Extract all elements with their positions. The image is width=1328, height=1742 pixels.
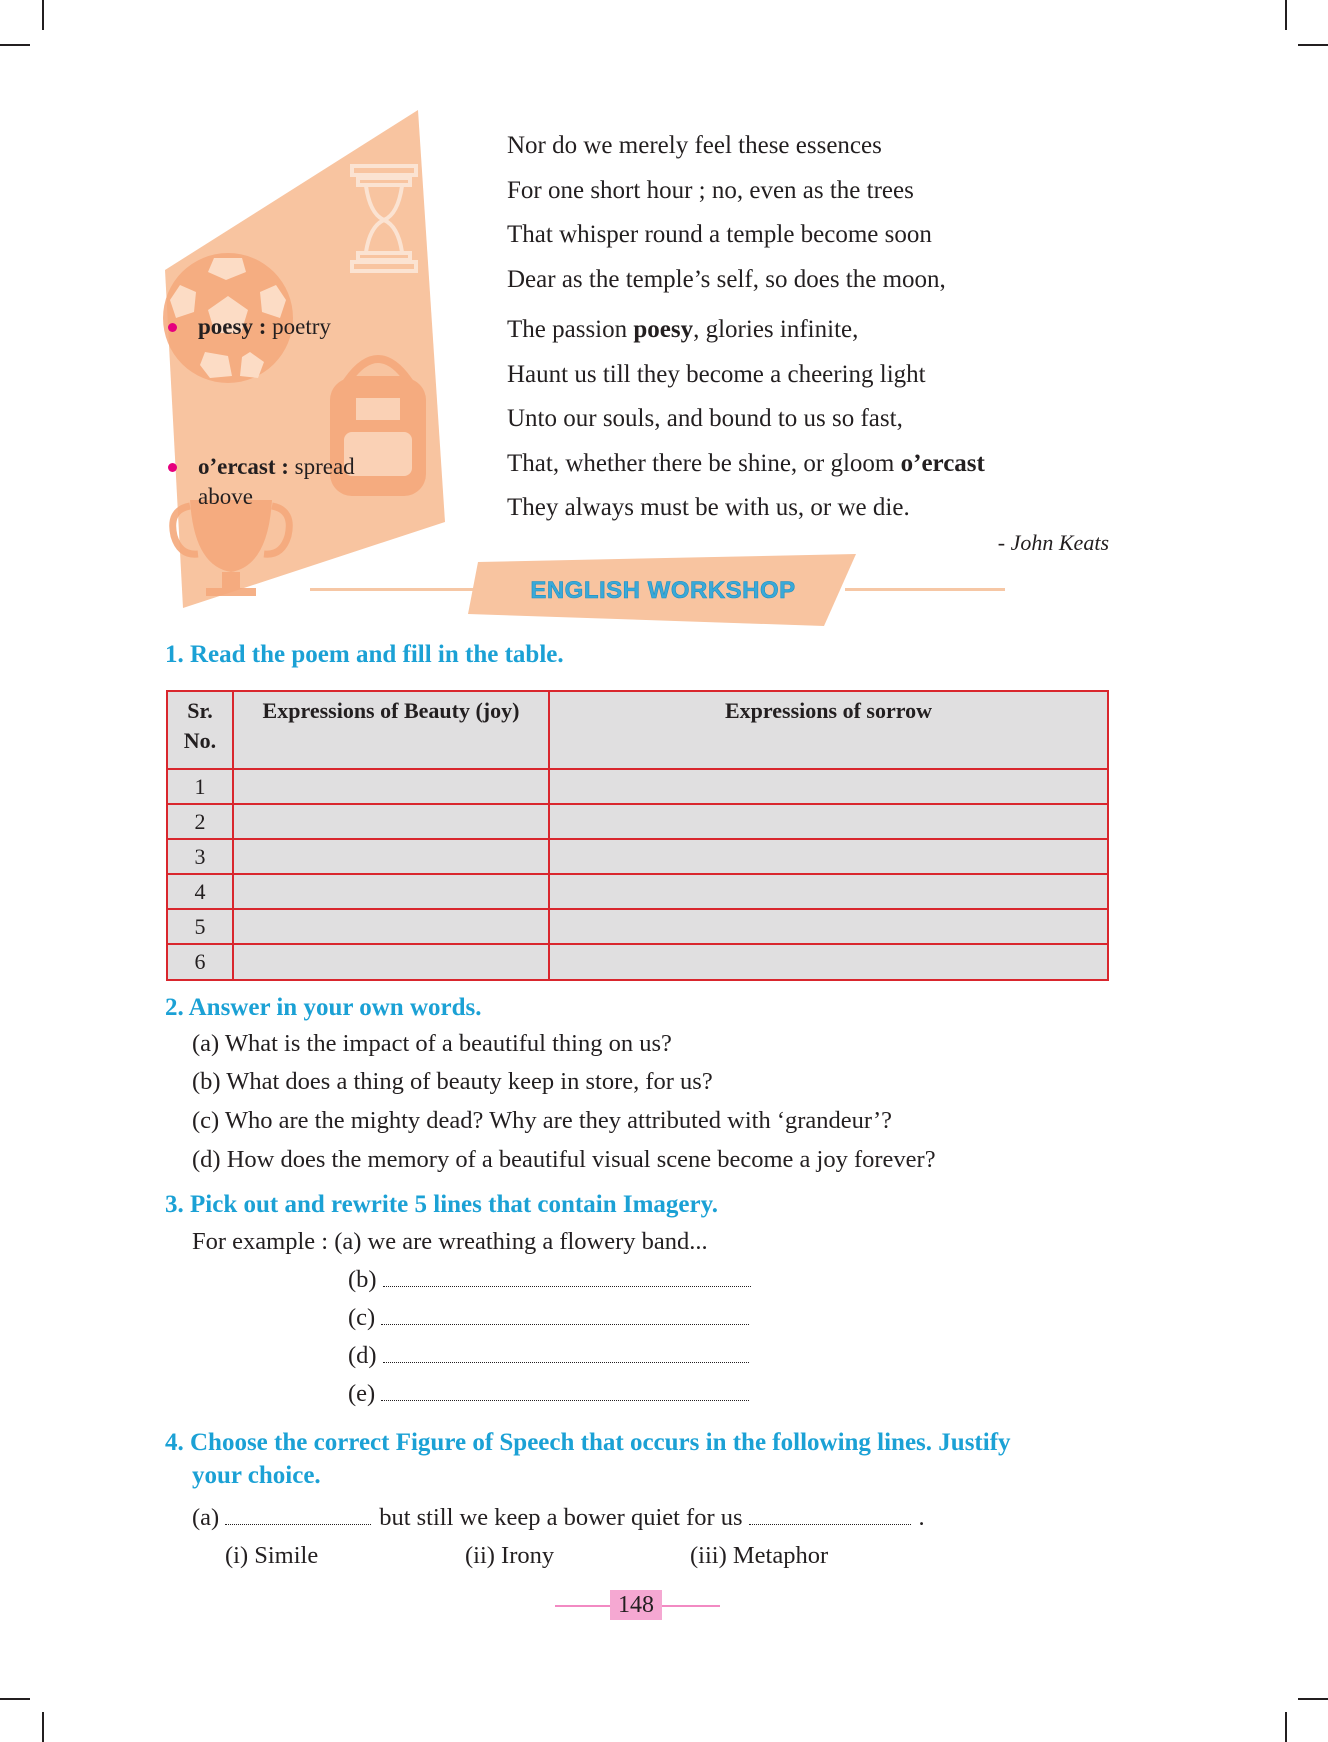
fill-in-table (166, 690, 1109, 981)
crop-mark (42, 1712, 44, 1742)
table-row (167, 874, 1108, 909)
poem-author: - John Keats (997, 530, 1109, 555)
crop-mark (1285, 0, 1287, 30)
poem-line: That whisper round a temple become soon (507, 221, 932, 248)
table-cell-blank[interactable] (549, 839, 1108, 874)
answer-blank[interactable] (381, 1399, 749, 1401)
crop-mark (1298, 44, 1328, 46)
table-cell-blank[interactable] (549, 874, 1108, 909)
poem-line: Dear as the temple’s self, so does the moon, (507, 265, 946, 293)
poem-text: The passion (507, 316, 634, 343)
q4-heading-line1: 4. Choose the correct Figure of Speech that occurs in the following lines. Justify (165, 1429, 1011, 1456)
bullet-icon (168, 323, 177, 332)
table-cell-blank[interactable] (549, 909, 1108, 944)
table-cell-blank[interactable] (549, 944, 1108, 980)
glossary-term: o’ercast : (198, 454, 289, 479)
table-cell-srno: 4 (167, 874, 233, 909)
table-cell-srno: 2 (167, 804, 233, 839)
poem-line: Nor do we merely feel these essences (507, 132, 882, 159)
q4-option: (ii) Irony (465, 1542, 555, 1569)
q1-heading: 1. Read the poem and fill in the table. (165, 641, 564, 668)
glossary-term: poesy : (198, 314, 267, 339)
table-cell-blank[interactable] (233, 804, 549, 839)
table-row (167, 944, 1108, 980)
q3-blank-line (348, 1380, 749, 1408)
poem-text: That, whether there be shine, or gloom (507, 449, 901, 477)
workshop-title: ENGLISH WORKSHOP (530, 577, 796, 604)
table-cell-blank[interactable] (549, 804, 1108, 839)
table-cell-srno: 3 (167, 839, 233, 874)
q4-option: (iii) Metaphor (690, 1542, 829, 1569)
table-cell-blank[interactable] (233, 909, 549, 944)
poem-bold-word: o’ercast (900, 449, 985, 477)
glossary-meaning-cont: above (198, 484, 253, 509)
poem-line: For one short hour ; no, even as the trees (507, 176, 914, 204)
q4-option: (i) Simile (225, 1542, 319, 1569)
table-row (167, 804, 1108, 839)
glossary-meaning: poetry (272, 314, 331, 339)
table-cell-blank[interactable] (233, 944, 549, 980)
side-panel-illustration (0, 0, 460, 620)
poem-line: Haunt us till they become a cheering light (507, 360, 926, 388)
table-row (167, 839, 1108, 874)
blank-label: (b) (348, 1266, 377, 1293)
poem-line (507, 442, 1107, 487)
q3-example: For example : (a) we are wreathing a flowery band... (192, 1228, 708, 1255)
bullet-icon (168, 463, 177, 472)
table-header-row (167, 691, 1108, 769)
blank-label: (c) (348, 1304, 376, 1331)
item-end: . (918, 1504, 925, 1531)
table-cell-blank[interactable] (233, 769, 549, 804)
answer-blank[interactable] (383, 1361, 749, 1363)
table-header-beauty: Expressions of Beauty (joy) (233, 691, 549, 769)
table-cell-blank[interactable] (233, 874, 549, 909)
q3-blank-line (348, 1266, 751, 1294)
q3-blank-line (348, 1342, 749, 1370)
q2-item: (a) What is the impact of a beautiful thing on us? (192, 1030, 672, 1057)
table-cell-srno: 6 (167, 944, 233, 980)
answer-blank[interactable] (749, 1523, 911, 1525)
answer-blank[interactable] (225, 1523, 371, 1525)
answer-blank[interactable] (383, 1285, 751, 1287)
q3-heading: 3. Pick out and rewrite 5 lines that contain Imagery. (165, 1191, 718, 1218)
table-cell-blank[interactable] (233, 839, 549, 874)
q4-heading-line2: your choice. (192, 1462, 321, 1489)
q2-item: (d) How does the memory of a beautiful visual scene become a joy forever? (192, 1146, 936, 1173)
crop-mark (1298, 1698, 1328, 1700)
poem-text: , glories infinite, (693, 316, 859, 343)
table-row (167, 909, 1108, 944)
q2-item: (b) What does a thing of beauty keep in store, for us? (192, 1068, 713, 1095)
table-cell-srno: 1 (167, 769, 233, 804)
q2-item: (c) Who are the mighty dead? Why are they attributed with ‘grandeur’? (192, 1107, 893, 1134)
crop-mark (0, 1698, 30, 1700)
poem (507, 124, 1107, 531)
poem-line (507, 308, 1107, 353)
answer-blank[interactable] (381, 1323, 749, 1325)
workshop-rule-left (310, 588, 480, 591)
q2-heading: 2. Answer in your own words. (165, 994, 482, 1021)
page-number: 148 (610, 1590, 662, 1620)
blank-label: (e) (348, 1380, 376, 1407)
glossary-meaning: spread (294, 454, 355, 479)
poem-line: They always must be with us, or we die. (507, 494, 910, 521)
table-header-srno: Sr. No. (167, 691, 233, 769)
glossary-item-poesy (198, 312, 331, 342)
crop-mark (1285, 1712, 1287, 1742)
item-text: but still we keep a bower quiet for us (379, 1504, 743, 1531)
table-header-sorrow: Expressions of sorrow (549, 691, 1108, 769)
table-row (167, 769, 1108, 804)
poem-line: Unto our souls, and bound to us so fast, (507, 405, 903, 432)
poem-bold-word: poesy (633, 316, 694, 343)
q4-item (192, 1504, 925, 1532)
blank-label: (d) (348, 1342, 377, 1369)
workshop-rule-right (845, 588, 1005, 591)
q3-blank-line (348, 1304, 749, 1332)
item-label: (a) (192, 1504, 220, 1531)
table-cell-srno: 5 (167, 909, 233, 944)
table-cell-blank[interactable] (549, 769, 1108, 804)
glossary-item-oercast (198, 452, 355, 512)
